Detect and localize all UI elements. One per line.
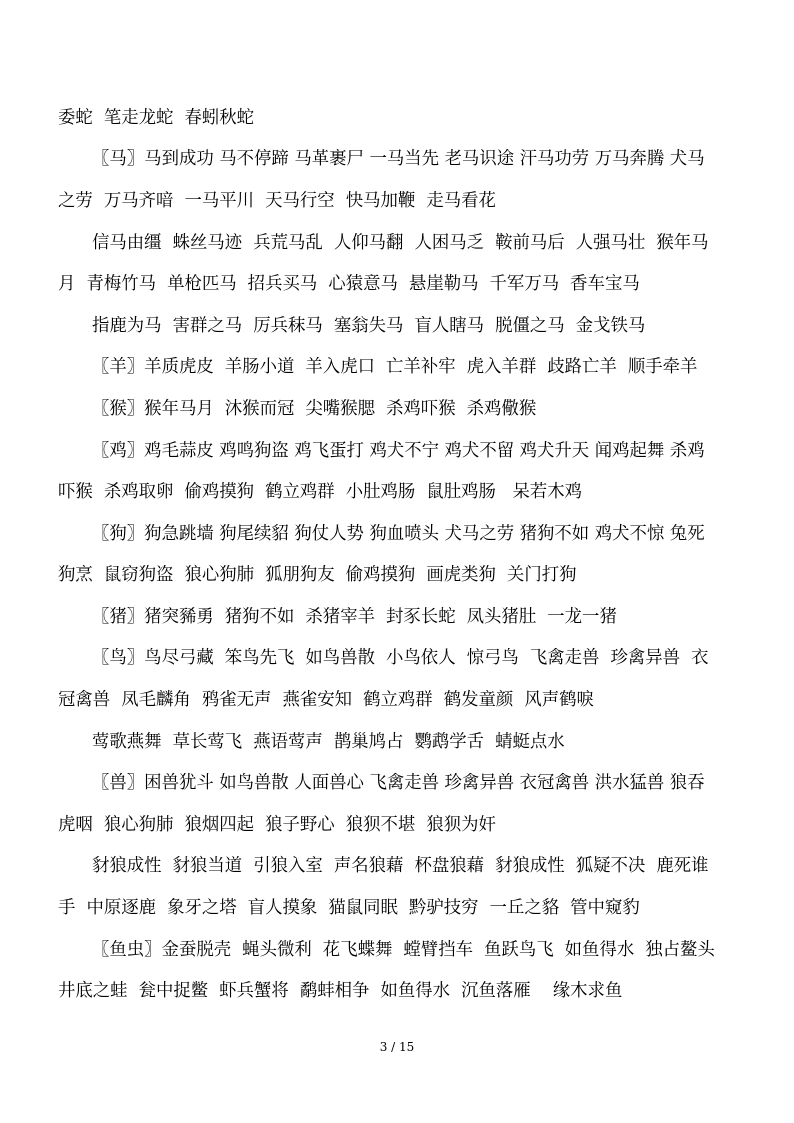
text-line-14: 〖鸟〗鸟尽弓藏 笨鸟先飞 如鸟兽散 小鸟依人 惊弓鸟 飞禽走兽 珍禽异兽 衣 (92, 648, 709, 668)
text-line-16: 莺歌燕舞 草长莺飞 燕语莺声 鹊巢鸠占 鹦鹉学舌 蜻蜓点水 (92, 732, 565, 752)
text-line-2: 〖马〗马到成功 马不停蹄 马革裹尸 一马当先 老马识途 汗马功劳 万马奔腾 犬马 (92, 149, 705, 169)
text-line-9: 〖鸡〗鸡毛蒜皮 鸡鸣狗盗 鸡飞蛋打 鸡犬不宁 鸡犬不留 鸡犬升天 闻鸡起舞 杀鸡 (92, 441, 705, 461)
text-line-19: 豺狼成性 豺狼当道 引狼入室 声名狼藉 杯盘狼藉 豺狼成性 狐疑不决 鹿死谁 (92, 856, 709, 876)
page-number: 3 / 15 (379, 1040, 415, 1054)
text-line-7: 〖羊〗羊质虎皮 羊肠小道 羊入虎口 亡羊补牢 虎入羊群 歧路亡羊 顺手牵羊 (92, 357, 698, 377)
text-line-1: 委蛇 笔走龙蛇 春蚓秋蛇 (58, 108, 255, 128)
text-line-5: 月 青梅竹马 单枪匹马 招兵买马 心猿意马 悬崖勒马 千军万马 香车宝马 (58, 274, 640, 294)
text-line-15: 冠禽兽 凤毛麟角 鸦雀无声 燕雀安知 鹤立鸡群 鹤发童颜 风声鹤唳 (58, 690, 594, 710)
text-line-3: 之劳 万马齐喑 一马平川 天马行空 快马加鞭 走马看花 (58, 191, 496, 211)
text-line-20: 手 中原逐鹿 象牙之塔 盲人摸象 猫鼠同眠 黔驴技穷 一丘之貉 管中窥豹 (58, 898, 640, 918)
text-line-13: 〖猪〗猪突豨勇 猪狗不如 杀猪宰羊 封豕长蛇 凤头猪肚 一龙一猪 (92, 607, 617, 627)
text-line-11: 〖狗〗狗急跳墙 狗尾续貂 狗仗人势 狗血喷头 犬马之劳 猪狗不如 鸡犬不惊 兔死 (92, 524, 705, 544)
text-line-21: 〖鱼虫〗金蚕脱壳 蝇头微利 花飞蝶舞 螳臂挡车 鱼跃鸟飞 如鱼得水 独占鳌头 (92, 940, 715, 960)
text-line-8: 〖猴〗猴年马月 沐猴而冠 尖嘴猴腮 杀鸡吓猴 杀鸡儆猴 (92, 399, 537, 419)
text-line-12: 狗烹 鼠窃狗盗 狼心狗肺 狐朋狗友 偷鸡摸狗 画虎类狗 关门打狗 (58, 565, 577, 585)
text-line-10: 吓猴 杀鸡取卵 偷鸡摸狗 鹤立鸡群 小肚鸡肠 鼠肚鸡肠 呆若木鸡 (58, 482, 583, 502)
text-line-6: 指鹿为马 害群之马 厉兵秣马 塞翁失马 盲人瞎马 脱僵之马 金戈铁马 (92, 316, 646, 336)
text-line-22: 井底之蛙 瓮中捉鳖 虾兵蟹将 鹬蚌相争 如鱼得水 沉鱼落雁 缘木求鱼 (58, 981, 623, 1001)
text-line-17: 〖兽〗困兽犹斗 如鸟兽散 人面兽心 飞禽走兽 珍禽异兽 衣冠禽兽 洪水猛兽 狼吞 (92, 773, 705, 793)
text-line-18: 虎咽 狼心狗肺 狼烟四起 狼子野心 狼狈不堪 狼狈为奸 (58, 815, 496, 835)
text-line-4: 信马由缰 蛛丝马迹 兵荒马乱 人仰马翻 人困马乏 鞍前马后 人强马壮 猴年马 (92, 233, 709, 253)
